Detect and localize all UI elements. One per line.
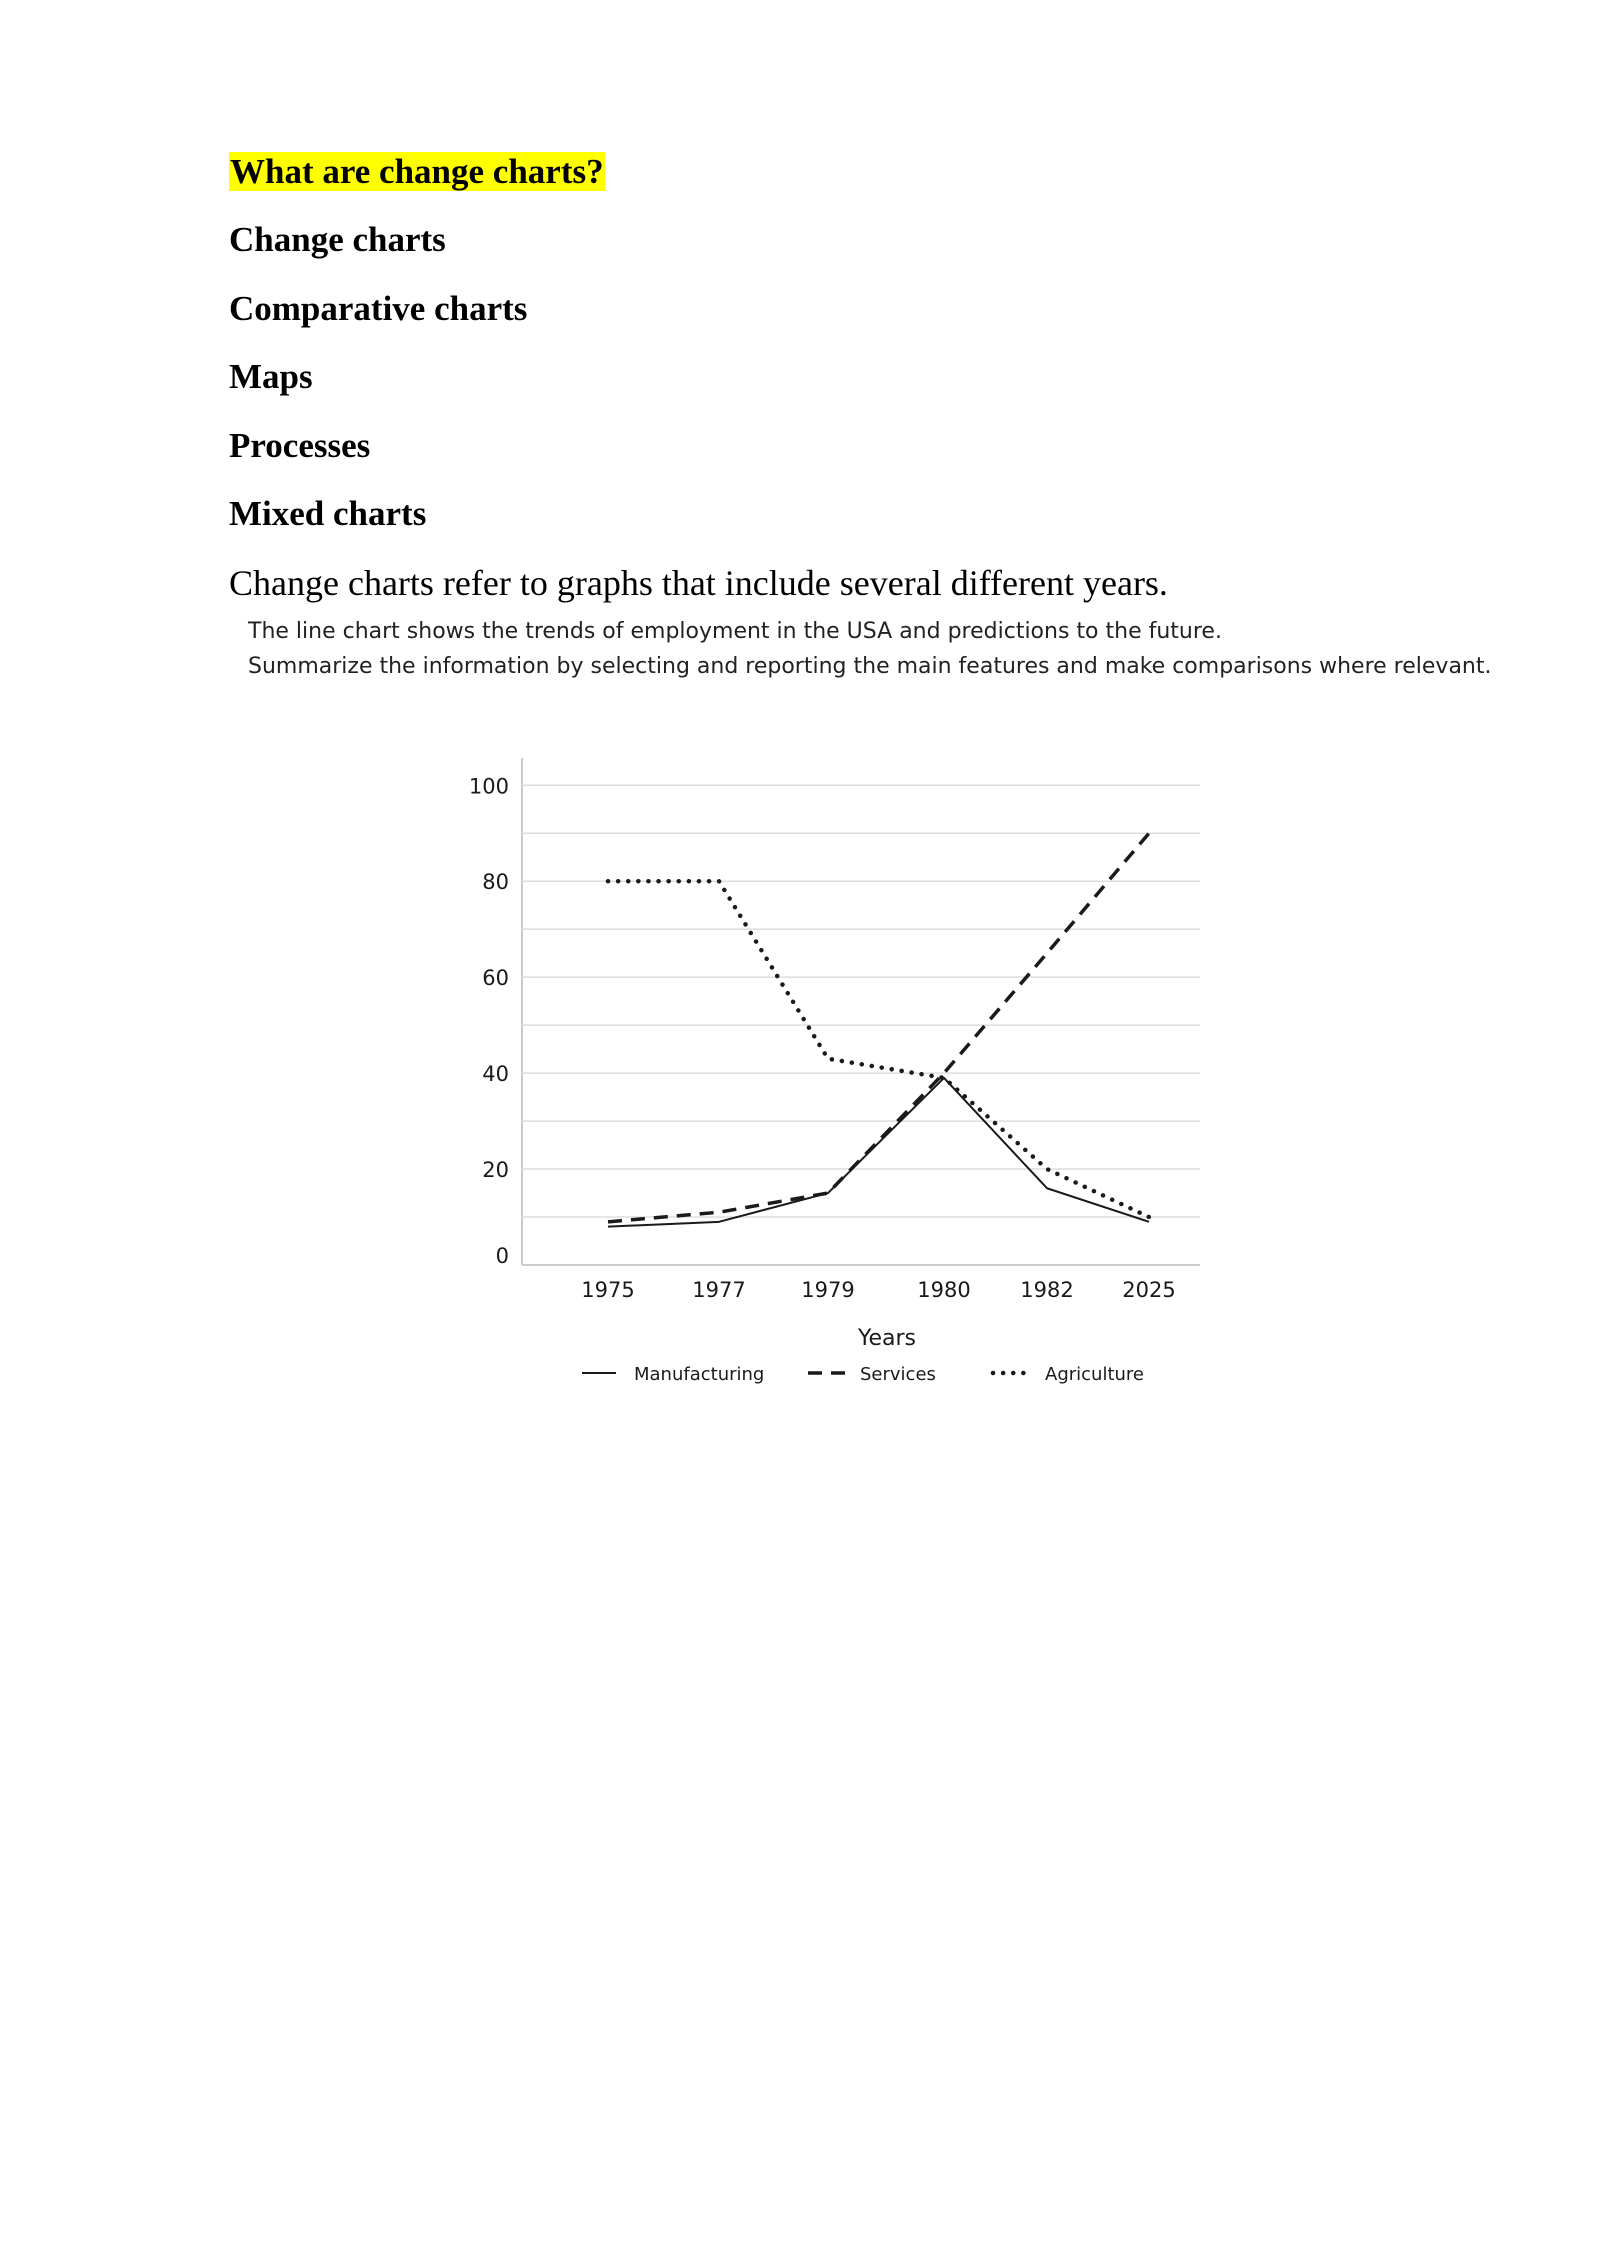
legend-label-agriculture: Agriculture [1045, 1364, 1144, 1385]
intro-paragraph: Change charts refer to graphs that include several different years. [229, 563, 1168, 603]
x-axis-title: Years [857, 1326, 917, 1351]
x-tick-label: 1977 [692, 1278, 746, 1302]
y-tick-label: 80 [482, 870, 509, 895]
x-tick-label: 1982 [1020, 1278, 1074, 1302]
heading-maps: Maps [229, 357, 313, 396]
legend-label-manufacturing: Manufacturing [634, 1364, 765, 1385]
legend-label-services: Services [860, 1364, 936, 1385]
y-tick-label: 20 [482, 1158, 509, 1183]
heading-change-charts: Change charts [229, 220, 446, 259]
task-description-line-1: The line chart shows the trends of employment in the USA and predictions to the future. [248, 619, 1222, 644]
y-tick-label: 0 [495, 1244, 509, 1268]
series-line-manufacturing [608, 1078, 1149, 1227]
employment-line-chart [430, 730, 1230, 1410]
data-point-agriculture [826, 1057, 830, 1061]
x-tick-label: 2025 [1122, 1278, 1176, 1302]
data-point-services [717, 1210, 721, 1214]
series-line-services [608, 833, 1149, 1222]
x-tick-label: 1980 [917, 1278, 971, 1302]
y-tick-label: 100 [468, 774, 509, 799]
x-tick-label: 1975 [581, 1278, 635, 1302]
y-tick-label: 60 [482, 966, 509, 991]
x-tick-label: 1979 [801, 1278, 855, 1302]
heading-comparative-charts: Comparative charts [229, 289, 528, 328]
data-point-services [1045, 951, 1049, 955]
heading-processes: Processes [229, 426, 371, 465]
task-description-line-2: Summarize the information by selecting and reporting the main features and make comparisons where relevant. [248, 654, 1492, 679]
y-tick-label: 40 [482, 1062, 509, 1087]
highlighted-heading-text: What are change charts? [230, 152, 604, 191]
series-line-agriculture [608, 881, 1149, 1217]
heading-mixed-charts: Mixed charts [229, 494, 427, 533]
section-heading-change-charts-question [229, 150, 605, 194]
